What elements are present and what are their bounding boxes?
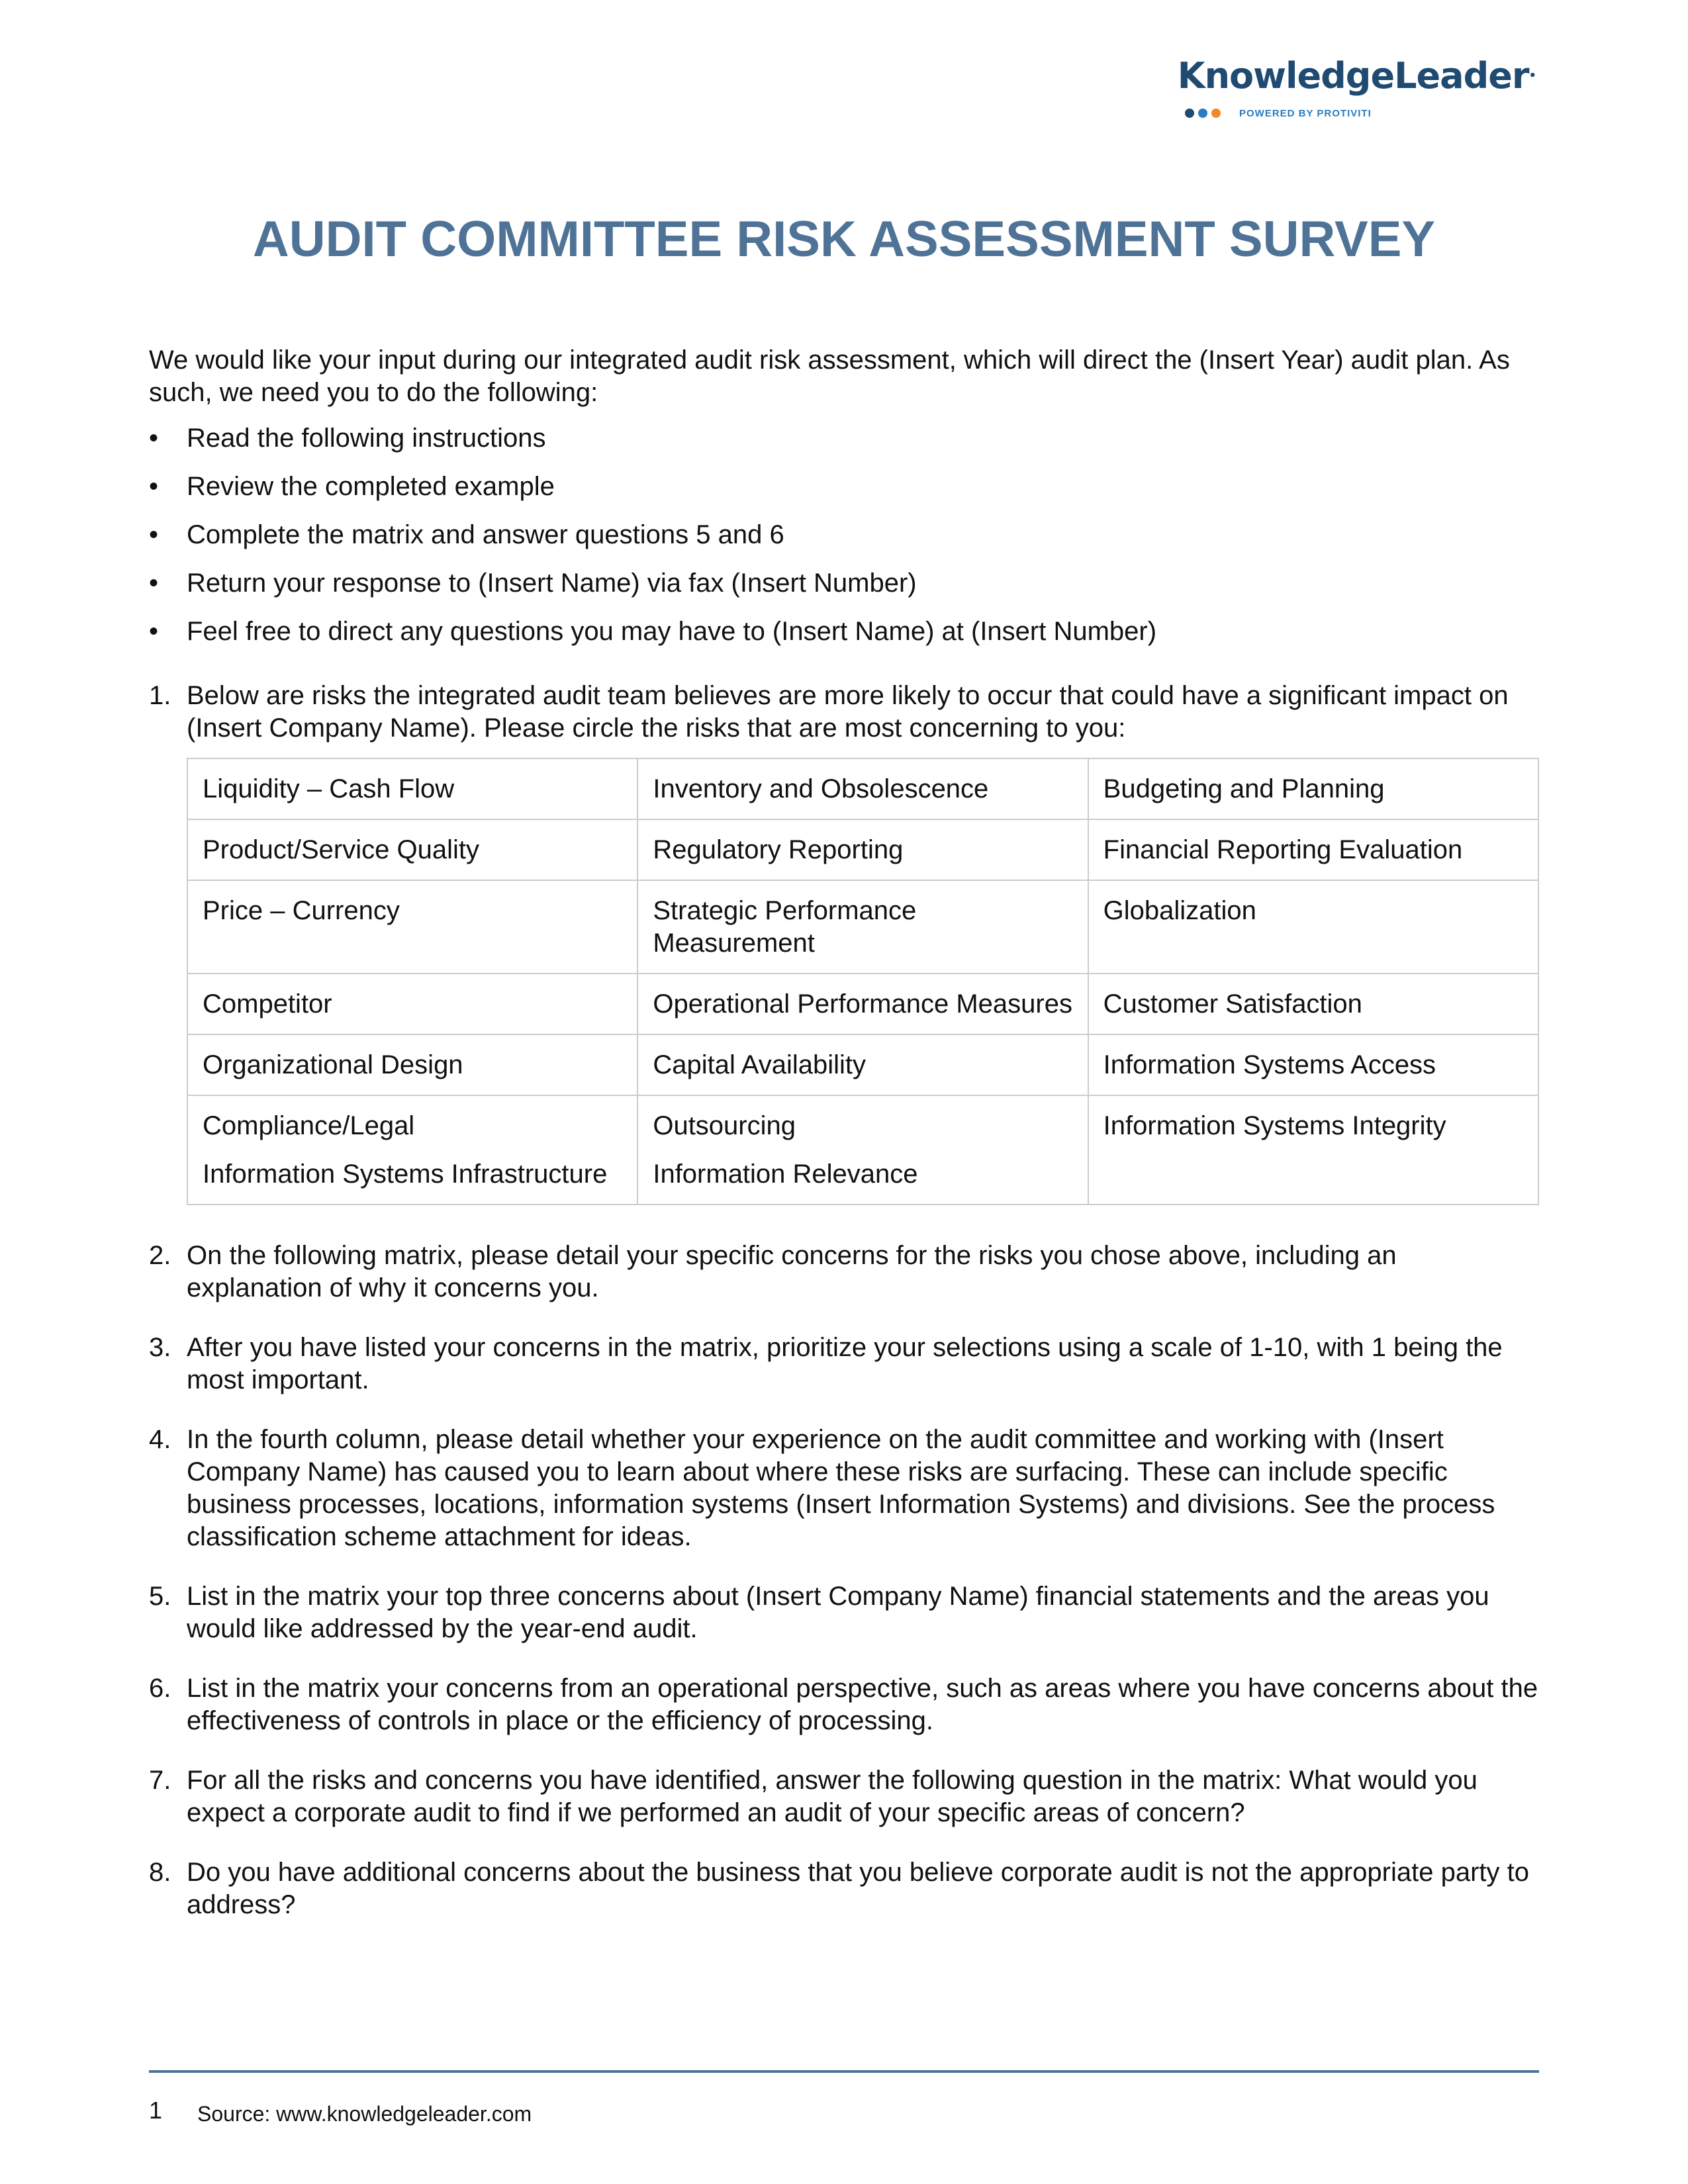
bullet-icon: • [149,424,159,453]
risk-cell: Capital Availability [637,1034,1088,1095]
question-2: 2. On the following matrix, please detail your specific concerns for the risks you chose above, including an explanation of why it concerns you. [149,1241,1397,1302]
document-body [149,344,1539,1948]
question-5: 5. List in the matrix your top three concerns about (Insert Company Name) financial statements and the areas you would like addressed by the year-end audit. [149,1582,1489,1643]
risk-cell: Inventory and Obsolescence [637,758,1088,819]
bullet-icon: • [149,472,159,501]
risk-cell: Liquidity – Cash Flow [187,758,637,819]
table-row [187,880,1538,974]
table-row [187,819,1538,880]
logo-dot-icon [1185,109,1194,118]
question-4: 4. In the fourth column, please detail whether your experience on the audit committee and working with (Insert Company Name) has caused you to learn about where these risks are surfacing. These can include specific business processes, locations, information systems (Insert Information Systems) and divisions. See the process classification scheme attachment for ideas. [149,1425,1495,1551]
logo-dot-icon [1211,109,1221,118]
list-item: • Review the completed example [149,471,1539,503]
list-item: • Feel free to direct any questions you may have to (Insert Name) at (Insert Number) [149,615,1539,648]
logo-dot-icon [1198,109,1207,118]
risk-cell: Customer Satisfaction [1088,974,1538,1034]
risk-cell: Budgeting and Planning [1088,758,1538,819]
instruction-list [149,422,1539,648]
bullet-icon: • [149,569,159,598]
table-row [187,1095,1538,1205]
risk-cell: Outsourcing Information Relevance [637,1095,1088,1205]
risk-cell: Information Systems Access [1088,1034,1538,1095]
footer-divider [149,2070,1539,2073]
list-item: • Return your response to (Insert Name) via fax (Insert Number) [149,567,1539,600]
page-number: 1 [149,2097,163,2124]
logo-tagline: POWERED BY PROTIVITI [1239,107,1372,119]
logo-name: KnowledgeLeader [1177,55,1529,97]
risk-cell: Regulatory Reporting [637,819,1088,880]
bullet-icon: • [149,520,159,549]
risk-cell: Globalization [1088,880,1538,974]
question-7: 7. For all the risks and concerns you have identified, answer the following question in the matrix: What would you expect a corporate audit to find if we performed an audit of your specific areas of concern? [149,1766,1477,1827]
risk-cell: Organizational Design [187,1034,637,1095]
question-8: 8. Do you have additional concerns about the business that you believe corporate audit is not the appropriate party to address? [149,1858,1529,1919]
logo-tagline-row [1185,103,1536,123]
risk-cell: Financial Reporting Evaluation [1088,819,1538,880]
table-row [187,758,1538,819]
question-1: 1. Below are risks the integrated audit team believes are more likely to occur that could have a significant impact on (Insert Company Name). Please circle the risks that are most concerning to you: [149,681,1509,743]
page-title: AUDIT COMMITTEE RISK ASSESSMENT SURVEY [252,211,1436,267]
question-6: 6. List in the matrix your concerns from an operational perspective, such as areas where you have concerns about the effectiveness of controls in place or the efficiency of processing. [149,1674,1538,1735]
bullet-icon: • [149,617,159,646]
risk-cell: Product/Service Quality [187,819,637,880]
risk-table [187,758,1539,1205]
intro-paragraph: We would like your input during our integrated audit risk assessment, which will direct the (Insert Year) audit plan. As such, we need you to do the following: [149,345,1510,407]
risk-cell: Compliance/Legal Information Systems Infrastructure [187,1095,637,1205]
risk-cell: Competitor [187,974,637,1034]
risk-cell: Operational Performance Measures [637,974,1088,1034]
footer-source: Source: www.knowledgeleader.com [197,2102,532,2126]
table-row [187,974,1538,1034]
risk-cell: Strategic Performance Measurement [637,880,1088,974]
question-3: 3. After you have listed your concerns in the matrix, prioritize your selections using a scale of 1-10, with 1 being the most important. [149,1333,1503,1394]
risk-cell: Information Systems Integrity [1088,1095,1538,1205]
table-row [187,1034,1538,1095]
risk-cell: Price – Currency [187,880,637,974]
list-item: • Complete the matrix and answer questions 5 and 6 [149,519,1539,551]
list-item: • Read the following instructions [149,422,1539,455]
registered-mark: • [1528,69,1536,83]
logo [1165,53,1536,123]
